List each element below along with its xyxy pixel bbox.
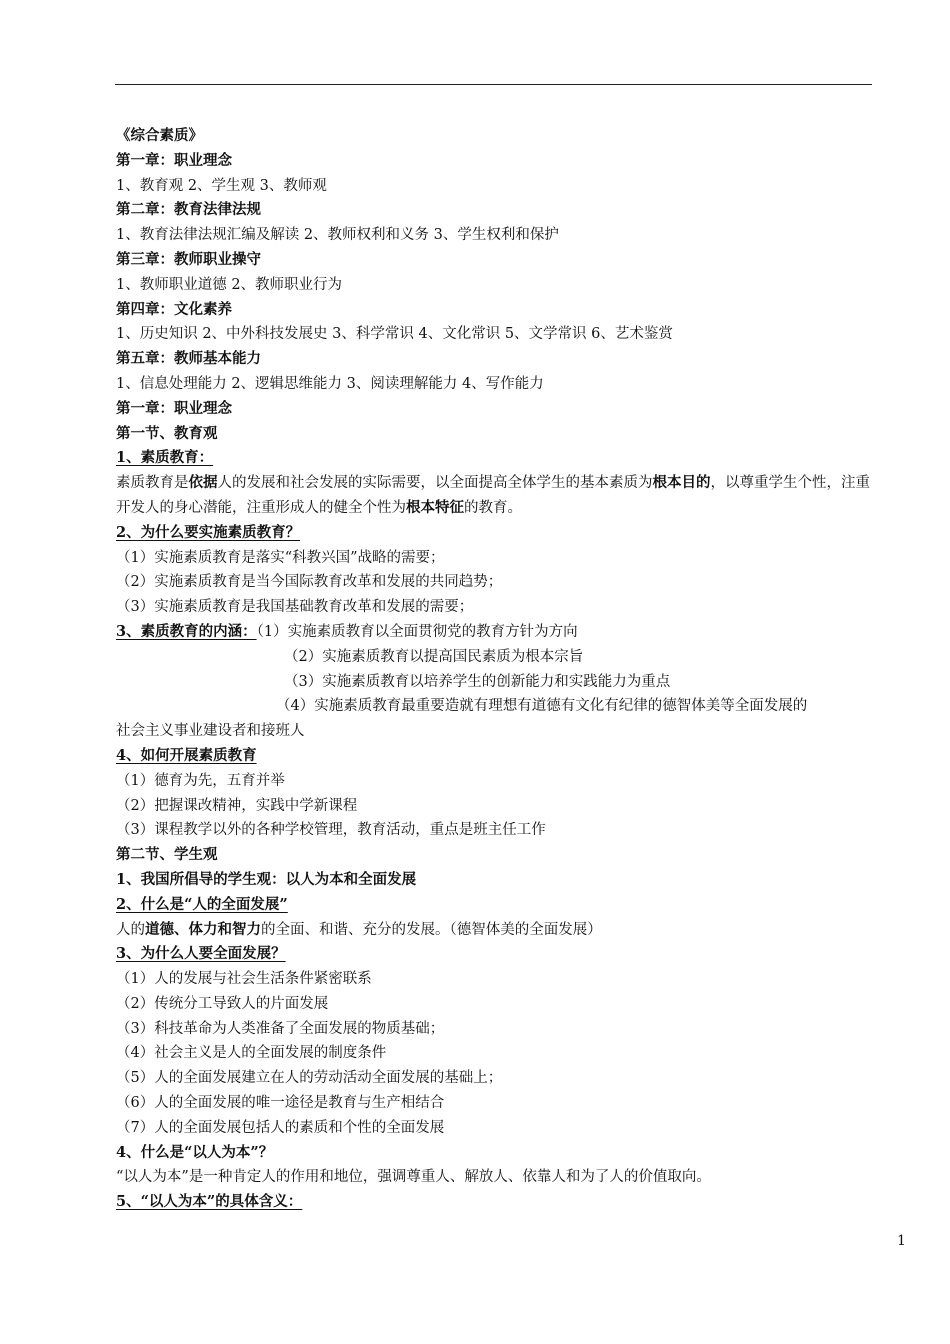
question-heading: 5、“以人为本”的具体含义： — [116, 1193, 303, 1211]
section-heading-2: 第二节、学生观 — [116, 846, 218, 864]
list-item-continued: 社会主义事业建设者和接班人 — [116, 723, 305, 740]
list-item: （1）人的发展与社会生活条件紧密联系 — [116, 971, 372, 988]
list-item: （6）人的全面发展的唯一途径是教育与生产相结合 — [116, 1095, 445, 1112]
list-item: （5）人的全面发展建立在人的劳动活动全面发展的基础上； — [116, 1070, 503, 1087]
toc-items-2: 1、教育法律法规汇编及解读 2、教师权利和义务 3、学生权利和保护 — [116, 227, 559, 244]
list-item: （2）实施素质教育是当今国际教育改革和发展的共同趋势； — [116, 574, 503, 591]
connotation-line: 3、素质教育的内涵：（1）实施素质教育以全面贯彻党的教育方针为方向 — [116, 622, 578, 640]
toc-items-1: 1、教育观 2、学生观 3、教师观 — [116, 177, 327, 194]
definition-paragraph: 人的道德、体力和智力的全面、和谐、充分的发展。（德智体美的全面发展） — [116, 920, 602, 938]
list-item: （2）传统分工导致人的片面发展 — [116, 995, 329, 1012]
toc-items-4: 1、历史知识 2、中外科技发展史 3、科学常识 4、文化常识 5、文学常识 6、艺术鉴赏 — [116, 326, 673, 343]
list-item: （7）人的全面发展包括人的素质和个性的全面发展 — [116, 1119, 445, 1136]
book-title: 《综合素质》 — [116, 127, 203, 144]
list-item: （2）把握课改精神，实践中学新课程 — [116, 797, 358, 814]
definition-paragraph: “以人为本”是一种肯定人的作用和地位，强调尊重人、解放人、依靠人和为了人的价值取向。 — [116, 1169, 711, 1186]
document-body — [116, 124, 876, 1215]
toc-items-5: 1、信息处理能力 2、逻辑思维能力 3、阅读理解能力 4、写作能力 — [116, 375, 544, 392]
toc-chapter-1: 第一章：职业理念 — [116, 151, 232, 169]
list-item: （4）社会主义是人的全面发展的制度条件 — [116, 1045, 387, 1062]
list-item: （1）德育为先，五育并举 — [116, 772, 285, 789]
chapter-heading: 第一章：职业理念 — [116, 399, 232, 417]
question-heading: 3、为什么人要全面发展？ — [116, 945, 286, 963]
question-heading: 4、如何开展素质教育 — [116, 746, 257, 764]
question-heading: 2、什么是“人的全面发展” — [116, 895, 288, 913]
section-heading-1: 第一节、教育观 — [116, 424, 218, 442]
toc-items-3: 1、教师职业道德 2、教师职业行为 — [116, 276, 343, 293]
toc-chapter-4: 第四章：文化素养 — [116, 300, 232, 318]
list-item: （3）课程教学以外的各种学校管理，教育活动，重点是班主任工作 — [116, 822, 546, 839]
toc-chapter-3: 第三章：教师职业操守 — [116, 250, 261, 268]
header-rule — [115, 84, 872, 85]
toc-chapter-5: 第五章：教师基本能力 — [116, 350, 261, 368]
question-heading: 1、我国所倡导的学生观：以人为本和全面发展 — [116, 870, 417, 888]
definition-paragraph: 素质教育是依据人的发展和社会发展的实际需要，以全面提高全体学生的基本素质为根本目的，以尊重学生个性，注重开发人的身心潜能，注重形成人的健全个性为根本特征的教育。 — [116, 474, 870, 516]
question-heading: 1、素质教育： — [116, 449, 214, 467]
list-item: （2）实施素质教育以提高国民素质为根本宗旨 — [284, 648, 584, 665]
list-item: （3）实施素质教育以培养学生的创新能力和实践能力为重点 — [284, 673, 671, 690]
page-number: 1 — [897, 1233, 906, 1249]
list-item: （4）实施素质教育最重要造就有理想有道德有文化有纪律的德智体美等全面发展的 — [276, 698, 808, 715]
question-heading: 2、为什么要实施素质教育？ — [116, 523, 301, 541]
toc-chapter-2: 第二章：教育法律法规 — [116, 201, 261, 219]
list-item: （3）实施素质教育是我国基础教育改革和发展的需要； — [116, 599, 474, 616]
question-heading: 4、什么是“以人为本”？ — [116, 1143, 274, 1161]
list-item: （3）科技革命为人类准备了全面发展的物质基础； — [116, 1020, 445, 1037]
list-item: （1）实施素质教育是落实“科教兴国”战略的需要； — [116, 549, 445, 566]
